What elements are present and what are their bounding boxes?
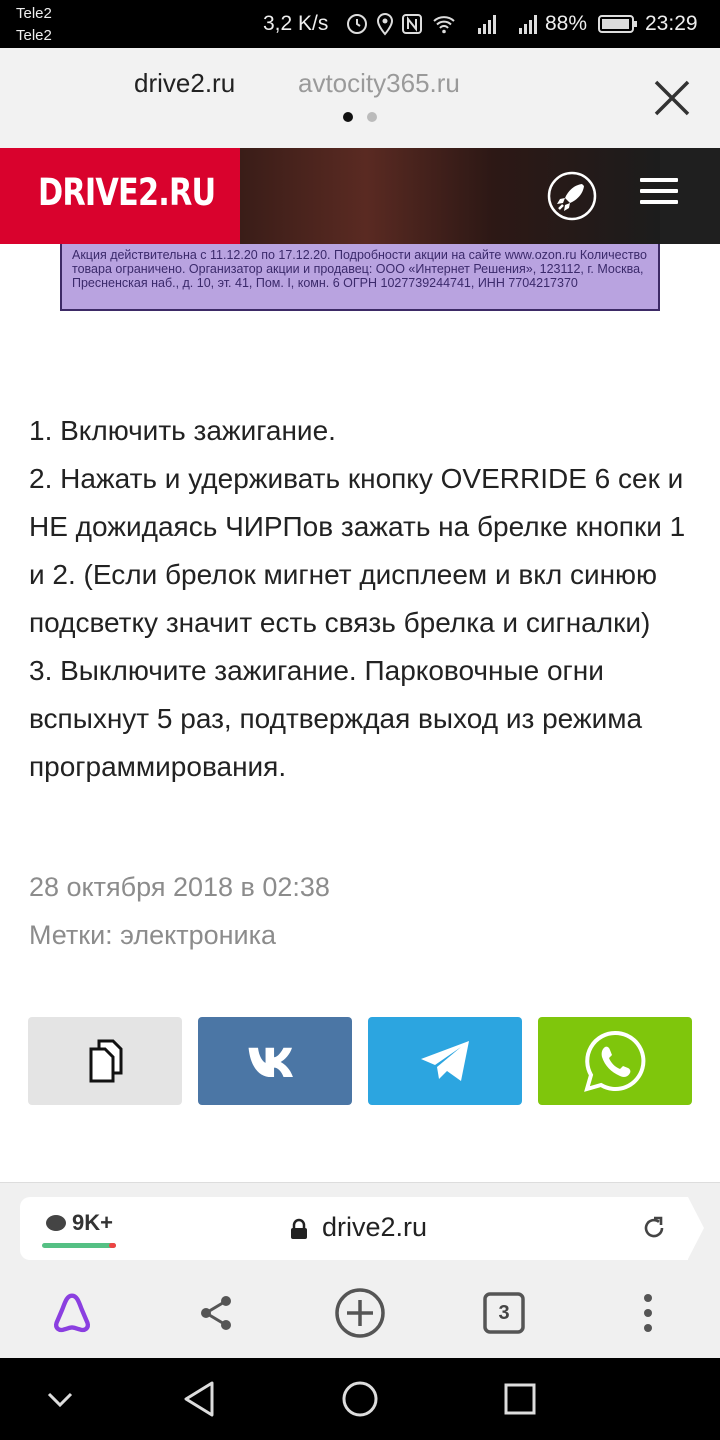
network-speed: 3,2 K/s xyxy=(263,12,329,35)
signal-icon xyxy=(517,12,541,36)
battery-icon xyxy=(598,12,638,36)
chevron-down-icon[interactable] xyxy=(39,1378,81,1420)
telegram-icon xyxy=(419,1039,471,1083)
status-bar xyxy=(0,0,720,48)
ad-disclaimer: Акция действительна с 11.12.20 по 17.12.20. Подробности акции на сайте www.ozon.ru Количество товара ограничено. Организатор акции и продавец: ООО «Интернет Решения», 123112, г. Москва, Пресненская наб., д. 10, эт. 41, Пом. I, комн. 6 ОГРН 1027739244741, ИНН 7704217370 xyxy=(72,248,647,290)
recents-icon[interactable] xyxy=(499,1378,541,1420)
timer-icon xyxy=(345,12,369,36)
article-step: 2. Нажать и удерживать кнопку OVERRIDE 6 сек и НЕ дожидаясь ЧИРПов зажать на брелке кнопки 1 и 2. (Если брелок мигнет дисплеем и вкл синюю подсветку значит есть связь брелка и сигналки) xyxy=(29,463,686,638)
tab-switcher xyxy=(0,48,720,148)
url-text[interactable]: drive2.ru xyxy=(322,1212,428,1242)
post-date: 28 октября 2018 в 02:38 xyxy=(29,872,330,902)
ad-banner[interactable] xyxy=(60,244,660,311)
article-step: 1. Включить зажигание. xyxy=(29,415,336,446)
system-navigation-bar xyxy=(0,1358,720,1440)
whatsapp-icon xyxy=(583,1029,647,1093)
share-whatsapp-button[interactable] xyxy=(538,1017,692,1105)
share-icon[interactable] xyxy=(190,1287,242,1339)
tab-drive2[interactable]: drive2.ru xyxy=(134,68,236,98)
nfc-icon xyxy=(400,12,424,36)
comments-badge[interactable] xyxy=(46,1210,113,1236)
article-body xyxy=(29,407,694,791)
chat-bubble-icon xyxy=(46,1215,66,1231)
lock-icon[interactable] xyxy=(290,1218,308,1240)
post-tags[interactable]: Метки: электроника xyxy=(29,920,277,950)
browser-toolbar xyxy=(0,1182,720,1358)
logo-text: DRIVE2.RU xyxy=(38,171,216,214)
back-icon[interactable] xyxy=(179,1378,221,1420)
tabs-icon[interactable] xyxy=(478,1287,530,1339)
copy-link-button[interactable] xyxy=(28,1017,182,1105)
carrier-label: Tele2 xyxy=(16,27,52,44)
page-indicator-dot-active xyxy=(343,112,353,122)
rating-bar-negative xyxy=(109,1243,116,1248)
wifi-icon xyxy=(432,12,456,36)
reload-icon[interactable] xyxy=(640,1214,668,1242)
close-icon[interactable] xyxy=(650,76,694,120)
share-telegram-button[interactable] xyxy=(368,1017,522,1105)
rating-bar xyxy=(42,1243,116,1248)
signal-icon xyxy=(476,12,500,36)
new-tab-icon[interactable] xyxy=(334,1287,386,1339)
location-icon xyxy=(373,12,397,36)
site-header xyxy=(0,148,720,244)
share-vk-button[interactable] xyxy=(198,1017,352,1105)
address-bar-tip xyxy=(688,1197,704,1259)
page-indicator-dot xyxy=(367,112,377,122)
comments-count: 9K+ xyxy=(72,1210,113,1235)
battery-percentage: 88% xyxy=(545,12,588,35)
copy-icon xyxy=(85,1037,125,1085)
clock: 23:29 xyxy=(645,12,698,35)
tabs-count: 3 xyxy=(498,1302,510,1324)
more-icon[interactable] xyxy=(622,1287,674,1339)
vk-icon xyxy=(246,1044,304,1078)
home-icon[interactable] xyxy=(339,1378,381,1420)
carrier-label: Tele2 xyxy=(16,5,52,22)
article-step: 3. Выключите зажигание. Парковочные огни вспыхнут 5 раз, подтверждая выход из режима программирования. xyxy=(29,655,643,782)
tab-avtocity365[interactable]: avtocity365.ru xyxy=(298,68,460,98)
address-bar[interactable] xyxy=(20,1197,688,1260)
hamburger-menu-icon[interactable] xyxy=(640,178,678,214)
rocket-icon[interactable] xyxy=(546,170,598,222)
site-logo[interactable] xyxy=(0,148,240,244)
alice-icon[interactable] xyxy=(46,1287,98,1339)
